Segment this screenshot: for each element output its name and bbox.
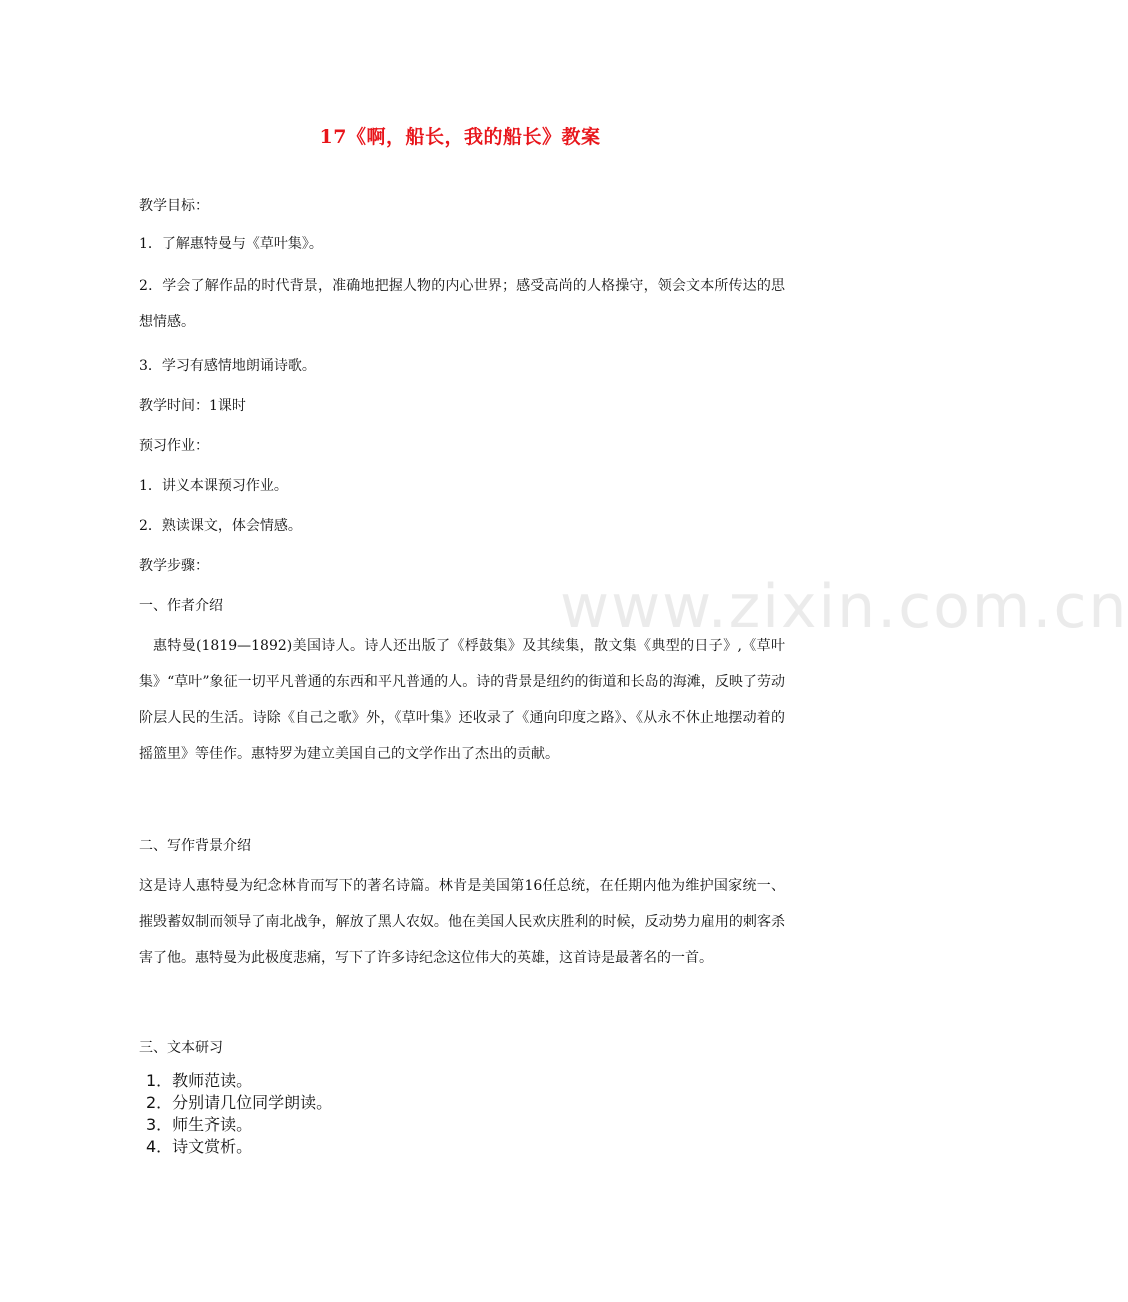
list-item: 4．诗文赏析。 [146, 1137, 253, 1156]
list-item: 3．师生齐读。 [146, 1115, 253, 1134]
preview-heading: 预习作业： [139, 438, 209, 454]
list-item: 1．教师范读。 [146, 1071, 253, 1090]
teaching-time: 教学时间：1课时 [139, 398, 246, 414]
section-background-heading: 二、写作背景介绍 [139, 838, 251, 854]
objectives-heading: 教学目标： [139, 198, 209, 214]
objective-item-2: 2．学会了解作品的时代背景，准确地把握人物的内心世界；感受高尚的人格操守，领会文本所传达的思想情感。 [139, 278, 785, 330]
objective-item-3: 3．学习有感情地朗诵诗歌。 [139, 358, 316, 374]
preview-item-2: 2．熟读课文，体会情感。 [139, 518, 302, 534]
study-steps-list [146, 1070, 332, 1158]
document-title: 17《啊，船长，我的船长》教案 [319, 126, 601, 148]
preview-item-1: 1．讲义本课预习作业。 [139, 478, 288, 494]
watermark: www.zixin.com.cn [560, 572, 1128, 642]
list-item: 2．分别请几位同学朗读。 [146, 1093, 333, 1112]
objective-item-1: 1．了解惠特曼与《草叶集》。 [139, 236, 323, 252]
section-study-heading: 三、文本研习 [139, 1040, 223, 1056]
section-author-heading: 一、作者介绍 [139, 598, 223, 614]
steps-heading: 教学步骤： [139, 558, 209, 574]
section-author-text: 惠特曼(1819—1892)美国诗人。诗人还出版了《桴鼓集》及其续集，散文集《典型的日子》,《草叶集》“草叶”象征一切平凡普通的东西和平凡普通的人。诗的背景是纽约的街道和长岛的海滩，反映了劳动阶层人民的生活。诗除《自己之歌》外，《草叶集》还收录了《通向印度之路》、《从永不休止地摆动着的摇篮里》等佳作。惠特罗为建立美国自己的文学作出了杰出的贡献。 [139, 638, 785, 762]
section-background-text: 这是诗人惠特曼为纪念林肯而写下的著名诗篇。林肯是美国第16任总统，在任期内他为维护国家统一、摧毁蓄奴制而领导了南北战争，解放了黑人农奴。他在美国人民欢庆胜利的时候，反动势力雇用的刺客杀害了他。惠特曼为此极度悲痛，写下了许多诗纪念这位伟大的英雄，这首诗是最著名的一首。 [139, 878, 785, 966]
